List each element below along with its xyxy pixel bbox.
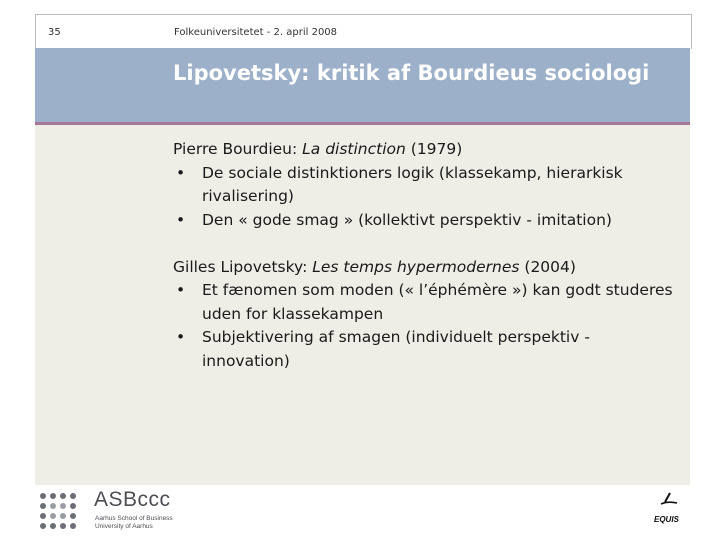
bullet-text: Den « gode smag » (kollektivt perspektiv - imitation) xyxy=(202,210,612,229)
author-name: Gilles Lipovetsky: xyxy=(173,257,313,276)
section-bourdieu xyxy=(173,138,673,232)
slide-number: 35 xyxy=(48,27,61,38)
work-title: La distinction xyxy=(302,140,406,158)
equis-label: EQUIS xyxy=(654,515,679,524)
logo-subtitle-line: University of Aarhus xyxy=(95,523,153,530)
author-name: Pierre Bourdieu: xyxy=(173,140,303,158)
equis-mark-icon xyxy=(658,491,680,513)
bullet-icon: • xyxy=(176,210,186,229)
section-heading xyxy=(173,138,673,162)
logo-subtitle-line: Aarhus School of Business xyxy=(95,515,173,522)
logo-subtitle xyxy=(95,515,173,531)
header-bar xyxy=(35,14,692,49)
bullet-icon: • xyxy=(176,281,186,299)
bullet-text: Et fænomen som moden (« l’éphémère ») kan godt studeres uden for klassekampen xyxy=(202,281,673,323)
bullet-icon: • xyxy=(176,328,186,346)
section-lipovetsky xyxy=(173,256,673,374)
section-heading xyxy=(173,256,673,280)
bullet-text: De sociale distinktioners logik (klassekamp, hierarkisk rivalisering) xyxy=(202,163,623,205)
bullet-list xyxy=(173,279,673,373)
footer xyxy=(0,485,720,540)
list-item xyxy=(173,162,673,209)
event-label: Folkeuniversitetet - 2. april 2008 xyxy=(174,27,338,38)
bullet-text: Subjektivering af smagen (individuelt perspektiv - innovation) xyxy=(202,328,590,370)
work-title: Les temps hypermodernes xyxy=(312,257,520,276)
bullet-list xyxy=(173,162,673,233)
list-item xyxy=(173,326,673,373)
work-year: (1979) xyxy=(405,140,463,158)
bullet-icon: • xyxy=(176,163,186,182)
title-band xyxy=(35,48,690,122)
list-item xyxy=(173,209,673,233)
logo-name: ASBccc xyxy=(94,488,171,511)
list-item xyxy=(173,279,673,326)
asb-logo-icon xyxy=(40,493,80,533)
equis-logo xyxy=(650,491,690,531)
slide-content xyxy=(35,125,690,485)
slide-title: Lipovetsky: kritik af Bourdieus sociologi xyxy=(173,61,650,85)
body-text xyxy=(173,138,673,397)
work-year: (2004) xyxy=(519,257,576,276)
